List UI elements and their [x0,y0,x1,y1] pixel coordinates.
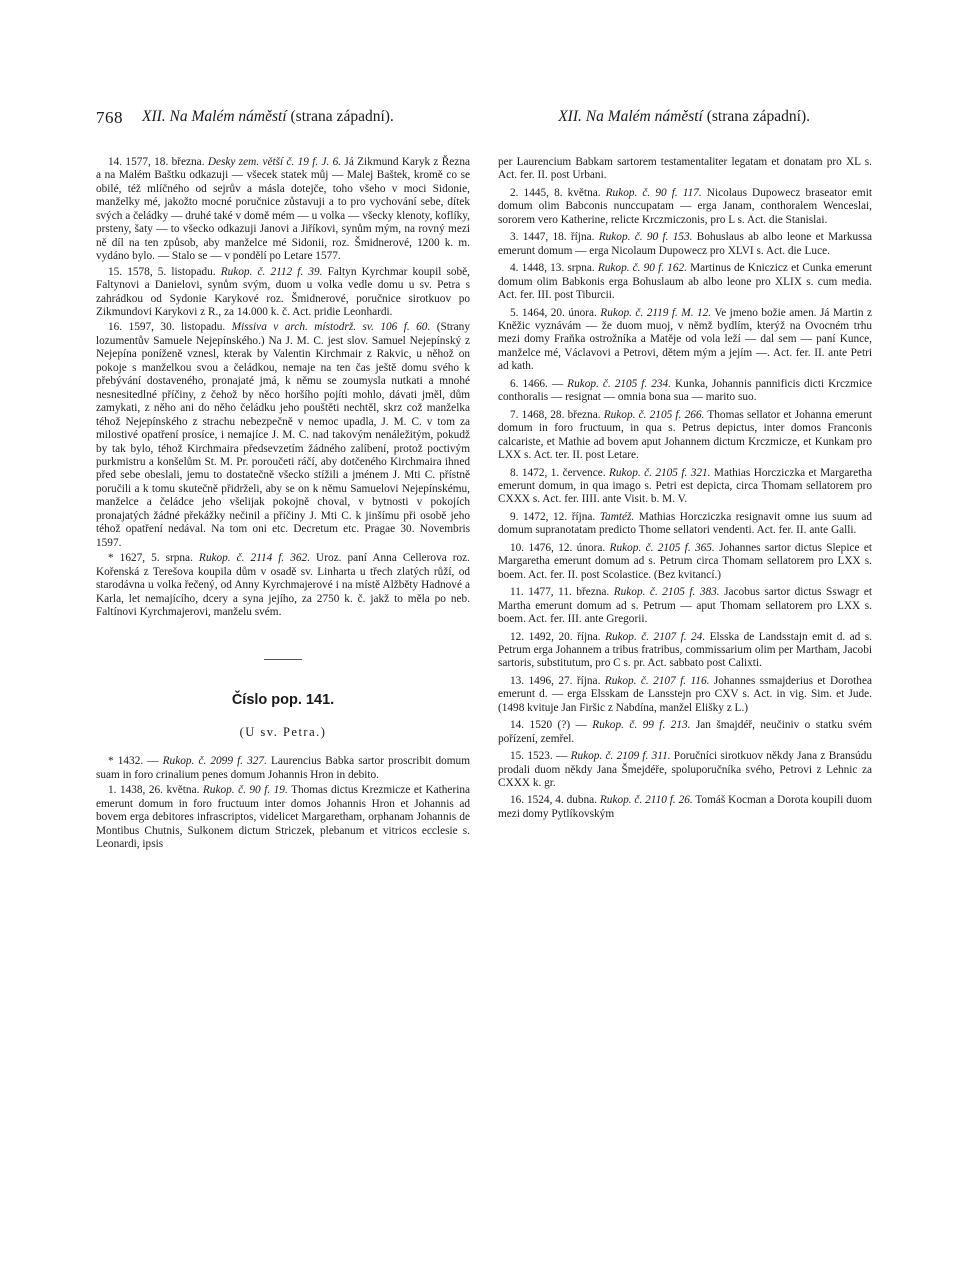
left-column [96,156,470,853]
entry-head: 13. 1496, 27. října. [510,674,601,687]
entry-13 [498,675,872,715]
entry-3 [498,231,872,258]
page-header [96,108,872,130]
entry-2 [498,187,872,227]
entry-head: 3. 1447, 18. října. [510,231,595,244]
entry-source: Rukop. č. 2099 f. 327. [158,755,267,768]
entry-head: 11. 1477, 11. března. [510,586,610,599]
entry-head: 14. 1520 (?) — [510,719,587,732]
entry-head: * 1432. — [108,755,159,768]
entry-head: 5. 1464, 20. února. [510,306,597,319]
entry-source: Rukop. č. 2105 f. 365. [605,541,715,554]
entry-14-right [498,719,872,746]
entry-15-right [498,750,872,790]
entry-source: Rukop. č. 90 f. 153. [594,231,693,244]
entry-source: Rukop. č. 90 f. 19. [199,784,288,797]
entry-source: Rukop. č. 2105 f. 383. [609,586,720,599]
entry-8 [498,467,872,507]
entry-source: Rukop. č. 2119 f. M. 12. [596,306,712,319]
entry-1-continued: per Laurencium Babkam sartorem testamentaliter legatam et donatam pro XL s. Act. fer. II. post Urbani. [498,156,872,182]
entry-head: 6. 1466. — [510,377,564,390]
entry-source: Rukop. č. 99 f. 213. [586,719,691,732]
entry-10 [498,542,872,582]
entry-head: 4. 1448, 13. srpna. [510,262,595,275]
entry-head: 15. 1578, 5. listopadu. [108,265,216,278]
entry-text: Elsska de Landsstajn emit d. ad s. Petrum erga Johannem a tribus fratribus, commissarium olim per Martham, Jacobi sartoris, substitutum, pro C s. pr. Act. sabbato post Calixti. [498,630,872,670]
entry-source: Rukop. č. 2105 f. 266. [600,408,705,421]
entry-head: 7. 1468, 28. března. [510,408,601,421]
entry-source: Rukop. č. 2114 f. 362. [192,552,311,565]
entry-1432 [96,755,470,782]
entry-15 [96,266,470,320]
entry-text: Mathias Horcziczka et Margaretha emerunt domum, in qua imago s. Petri est depicta, circa Thomam sellatorem pro CXXX s. Act. fer. IIII. ante Visit. b. M. V. [498,466,872,506]
entry-text: Mathias Horcziczka resignavit omne ius suum ad domum supranotatam predicto Thome sellatori vendenti. Act. fer. II. ante Galli. [498,510,873,537]
entry-head: 1. 1438, 26. května. [108,784,200,797]
entry-text: Martinus de Kniczicz et Cunka emerunt domum olim Babkonis erga Bohuslaum ab albo leone pro XLIX s. cum media. Act. fer. III. post Tiburcii. [498,262,872,302]
entry-text: Johannes ssmajderius et Dorothea emerunt d. — erga Elsskam de Lansstejn pro CXV s. Act. in vig. Sim. et Jude. (1498 kvituje Jan Firšic z Nabdína, manžel Elišky z L.) [498,674,872,714]
entry-head: 2. 1445, 8. května. [510,186,601,199]
entry-head: 12. 1492, 20. října. [510,630,601,643]
entry-text: Uroz. paní Anna Cellerova roz. Kořenská z Terešova koupila dům v osadě sv. Linharta u třech zlatých růží, od starodávna u volka řečený, od Anny Kyrchmajerové i na místě Alžběty Hadnové a Karla, let nemajícího, dcery a syna jejího, za 2750 k. č. jakž to měla po neb. Faltínovi Kyrchmajerovi, manželu svém. [96,552,470,618]
entry-source: Rukop. č. 2109 f. 311. [567,750,671,763]
entry-head: * 1627, 5. srpna. [108,552,193,565]
running-head-left [142,108,394,126]
entry-text: Jan šmajdéř, neučiniv o statku svém pořízení, zemřel. [498,719,872,745]
running-head-right-rest: (strana západní). [702,108,810,125]
entry-head: 14. 1577, 18. března. [108,156,205,168]
entry-16-right [498,794,872,821]
entry-head: 9. 1472, 12. října. [510,510,596,523]
entry-9 [498,511,872,538]
entry-source: Rukop. č. 2110 f. 26. [597,794,693,807]
entry-source: Missiva v arch. místodrž. sv. 106 f. 60. [225,321,431,334]
running-head-right [558,108,810,126]
entry-source: Rukop. č. 2105 f. 234. [563,377,672,390]
entry-text: Jacobus sartor dictus Sswagr et Martha emerunt domum ad s. Petrum — aput Thomam sellatorem pro LXX s. boem. Act. fer. III. ante Gregorii. [498,586,872,626]
entry-text: Nicolaus Dupowecz braseator emit domum olim Babconis nunccupatam — erga Janam, conthoralem Wenceslai, sororem vero Katherine, relicte Krczmiczonis, pro L s. Act. die Stanislai. [498,186,872,226]
entry-4 [498,262,872,302]
entry-12 [498,631,872,671]
entry-head: 16. 1524, 4. dubna. [510,794,598,807]
entry-source: Desky zem. větší č. 19 f. J. 6. [204,156,342,168]
right-column [498,156,872,823]
entry-text: Já Zikmund Karyk z Řezna a na Malém Baštku odkazuji — všecek statek můj — Malej Baštek, kromě co se obilé, též mlíčného od sejrův a másla dotejče, toho všeho v moci Sidonie, manželky mé, jakožto mocné poručnice zůstavuji a to pro vychování sebe, dítek svých a čeládky — druhé také v domě mém — u volka — všecky klenoty, koflíky, prsteny, šaty — to všecko odkazuji Janovi a Jiříkovi, synům mým, na rovný mezi ně díl na ten způsob, aby manželce mé Sidonii, roz. Šmidnerové, 1200 k. m. vydáno bylo. — Stalo se — v pondělí po Letare 1577. [96,156,470,263]
entry-text: Tomáš Kocman a Dorota koupili duom mezi domy Pytlíkovským [498,794,872,820]
entry-head: 10. 1476, 12. února. [510,541,606,554]
entry-source: Rukop. č. 2107 f. 116. [600,674,710,687]
section-title: Číslo pop. 141. [231,692,335,709]
entry-6 [498,378,872,405]
entry-text: Kunka, Johannis pannificis dicti Krczmice conthoralis — resignat — omnia bona sua — marito suo. [498,377,872,404]
entry-source: Rukop. č. 2105 f. 321. [605,466,711,479]
entry-16 [96,321,470,550]
section-divider [264,659,302,660]
entry-text: Thomas sellator et Johanna emerunt domum in foro fructuum, in qua s. Petrus depictus, inter domos Franconis calcariste, et Mathie ad bovem aput Johannem dictum Krczmicze, et Kunkam pro LXX s. Act. ter. II. post Letare. [498,408,872,462]
entry-text: Poručníci sirotkuov někdy Jana z Bransúdu prodali duom někdy Jana Šmejdéře, spoluporučníka svého, Petrovi z Lehnic za CXXX k. gr. [498,750,872,790]
running-head-left-rest: (strana západní). [286,108,394,125]
running-head-right-italic: XII. Na Malém náměstí [558,108,703,125]
entry-text: Bohuslaus ab albo leone et Markussa emerunt domum — erga Nicolaum Dupowecz pro XLVI s. Act. die Luce. [498,231,872,257]
entry-text: (Strany lozumentův Samuele Nejepínského.) Na J. M. C. jest slov. Samuel Nejepínský z Nejepína poníženě vznesl, kterak by Valentin Kirchmair z Rakvic, u něhož on pokoje s manželkou svou a čeládkou, nemaje na ten čas ještě domu svého k přebývání dostaveného, pronajaté jmá, k němu se zoumysla nutkati a mnohé nesnesitedlné příčiny, z čehož by něco horšího pojíti mohlo, dávati jměl, dům zamykati, z něho ani do něho čeládku jeho pouštěti nechtěl, skrz což manželka téhož Nejepínského z strachu nebezpečně v nemoc upadla, J. M. C. v tom za milostivé opatření prosíce, i nemajíce J. M. C. nad takovým nenáležitým, pokudž by tak bylo, téhož Kirchmaira předsevzetím žádného zalíbení, protož poctivým purkmistru a konšelům St. M. Pr. poroučeti ráčí, aby dotčeného Kirchmaira ihned před sebe obeslali, jemu to dostatečně všecko stížili a jménem J. Mti C. přístně poručili a k tomu skutečně přidrželi, aby se on k němu Samuelovi Nejepínskému, manželce a čeládce jeho všelijak pokojně choval, v bytnosti v pokojích pronajatých žádné překážky nečinil a příčiny J. Mti C. k jinšímu při osobě jeho téhož opatření nedával. Na tom oni etc. Decretum etc. Pragae 30. Novembris 1597. [96,321,470,549]
entry-1 [96,784,470,851]
entry-text: Thomas dictus Krezmicze et Katherina emerunt domum in foro fructuum inter domos Johannis Hron et Johannis ad bovem erga debitores infrascriptos, videlicet Margaretham, orphanam Johannis de Montibus Chutnis, Sulkonem dictum Striczek, plebanum et vitricos ecclesie s. Leonardi, ipsis [96,784,471,851]
entry-source: Tamtéž. [595,510,635,523]
entry-5 [498,307,872,374]
entry-text: Johannes sartor dictus Slepice et Margaretha emerunt domum ad s. Petrum circa Thomam sellatorem pro LXX s. boem. Act. fer. II. post Scolastice. (Bez kvitancí.) [498,541,872,581]
entry-text: Ve jmeno božie amen. Já Martin z Kněžic vyznávám — že duom muoj, v němž bydlím, kterýž na Ovocném trhu mezi domy Fraňka ostrožníka a Matěje od vola leží — dal sem — paní Kunce, manželce mé, Václavovi a Petrovi, dětem mým a jejím —. Act. fer. II. ante Petri ad kath. [498,306,873,373]
running-head-left-italic: XII. Na Malém náměstí [142,108,287,125]
entry-text: Laurencius Babka sartor proscribit domum suam in foro crinalium penes domum Johannis Hron in debito. [96,755,470,781]
entry-source: Rukop. č. 2107 f. 24. [600,630,706,643]
entry-head: 16. 1597, 30. listopadu. [108,321,226,334]
entry-head: 8. 1472, 1. července. [510,466,606,479]
entry-source: Rukop. č. 90 f. 117. [600,186,702,199]
entry-head: 15. 1523. — [510,750,568,763]
entry-text: Faltyn Kyrchmar koupil sobě, Faltynovi a Danielovi, synům svým, duom u volka vedle domu u sv. Petra s zahrádkou od Sydonie Karykové roz. Šmidnerové, poručnice sirotkuov po Zikmundovi Karykovi z R., za 14.000 k. č. Act. pridie Leonhardi. [96,265,471,318]
entry-14 [96,156,470,264]
entry-11 [498,586,872,626]
entry-source: Rukop. č. 90 f. 162. [594,262,687,275]
section-subtitle: (U sv. Petra.) [239,724,327,739]
page-number: 768 [96,108,123,127]
entry-1627 [96,552,470,619]
entry-7 [498,409,872,463]
entry-source: Rukop. č. 2112 f. 39. [215,265,323,278]
